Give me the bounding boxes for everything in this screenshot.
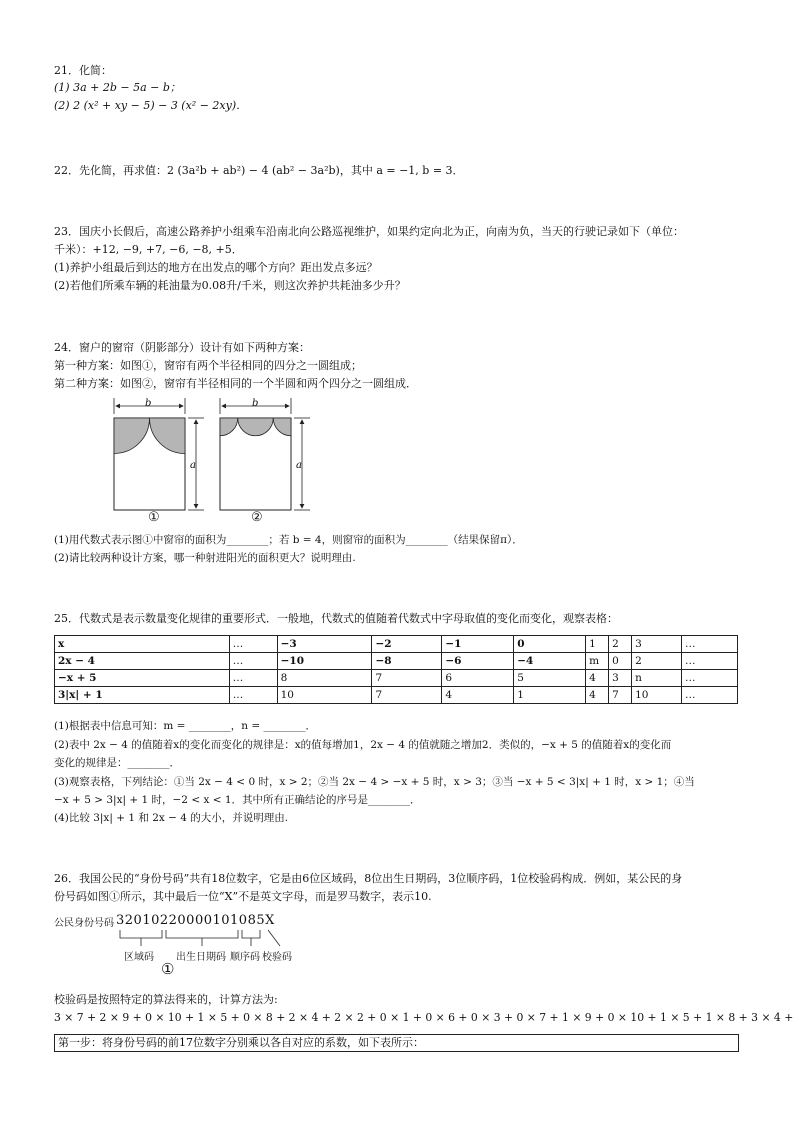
table-cell: 10 <box>277 687 372 704</box>
fig1-number: ① <box>148 510 160 525</box>
q26-formula: 3 × 7 + 2 × 9 + 0 × 10 + 1 × 5 + 0 × 8 + 2 × 4 + 2 × 2 + 0 × 1 + 0 × 6 + 0 × 3 + 0 × 7 + 1 × 9 + 0 × 10 + 1 × 5 + 1 × 8 + 3 × 4 + <box>54 1011 794 1024</box>
q24-question1: (1)用代数式表示图①中窗帘的面积为________；若 b = 4，则窗帘的面积为________（结果保留π）． <box>54 534 523 546</box>
table-cell: −x + 5 <box>55 670 230 687</box>
table-cell: −1 <box>442 636 514 653</box>
id-number: 32010220000101085X <box>116 913 275 928</box>
table-cell: −6 <box>442 653 514 670</box>
table-cell: −8 <box>372 653 442 670</box>
q23-line2: 千米）：+12, −9, +7, −6, −8, +5． <box>54 243 243 256</box>
q23-line3: (1)养护小组最后到达的地方在出发点的哪个方向？距出发点多远？ <box>54 261 378 274</box>
table-cell: 3|x| + 1 <box>55 687 230 704</box>
table-row <box>55 670 738 687</box>
q26-line1: 26．我国公民的“身份号码”共有18位数字，它是由6位区域码，8位出生日期码，3位顺序码，1位校验码构成．例如，某公民的身 <box>54 872 683 885</box>
table-cell: 2 <box>632 653 682 670</box>
table-cell: … <box>682 653 738 670</box>
fig1-b-label: b <box>145 398 152 409</box>
table-cell: 4 <box>442 687 514 704</box>
table-cell: … <box>682 670 738 687</box>
table-cell: 4 <box>586 670 609 687</box>
table-cell: … <box>682 636 738 653</box>
table-cell: 4 <box>586 687 609 704</box>
table-cell: −10 <box>277 653 372 670</box>
table-cell: … <box>682 687 738 704</box>
q24-line1: 24．窗户的窗帘（阴影部分）设计有如下两种方案： <box>54 341 310 354</box>
fig2-number: ② <box>251 510 263 525</box>
q26-step1-box: 第一步：将身份号码的前17位数字分别乘以各自对应的系数，如下表所示： <box>54 1034 739 1052</box>
fig2-b-label: b <box>252 398 259 409</box>
q25-question4: (4)比较 3|x| + 1 和 2x − 4 的大小，并说明理由. <box>54 812 289 824</box>
id-figure-number: ① <box>161 960 175 978</box>
table-cell: m <box>586 653 609 670</box>
q23-line1: 23．国庆小长假后，高速公路养护小组乘车沿南北向公路巡视维护，如果约定向北为正，向南为负，当天的行驶记录如下（单位： <box>54 225 684 238</box>
label-birth-date-code: 出生日期码 <box>176 952 226 963</box>
q25-intro: 25．代数式是表示数量变化规律的重要形式．一般地，代数式的值随着代数式中字母取值的变化而变化，观察表格： <box>54 612 618 625</box>
table-cell: x <box>55 636 230 653</box>
q21-title: 21．化简： <box>54 64 112 77</box>
table-cell: 10 <box>632 687 682 704</box>
table-cell: 7 <box>372 687 442 704</box>
q22-text: 22．先化简，再求值：2 (3a²b + ab²) − 4 (ab² − 3a²b)，其中 a = −1, b = 3． <box>54 164 464 177</box>
q25-question1: (1)根据表中信息可知：m = ________，n = ________． <box>54 720 317 732</box>
table-cell: … <box>229 636 277 653</box>
label-check-code: 校验码 <box>262 952 292 963</box>
table-cell: 7 <box>609 687 632 704</box>
table-cell: 3 <box>632 636 682 653</box>
fig2-a-label: a <box>296 460 302 471</box>
table-cell: … <box>229 687 277 704</box>
q23-line4: (2)若他们所乘车辆的耗油量为0.08升/千米，则这次养护共耗油多少升？ <box>54 279 406 292</box>
table-cell: 0 <box>514 636 586 653</box>
q25-question2a: (2)表中 2x − 4 的值随着x的变化而变化的规律是：x的值每增加1，2x − 4 的值就随之增加2．类似的，−x + 5 的值随着x的变化而 <box>54 739 672 751</box>
table-cell: 5 <box>514 670 586 687</box>
table-row <box>55 653 738 670</box>
q24-question2: (2)请比较两种设计方案，哪一种射进阳光的面积更大？说明理由. <box>54 552 356 564</box>
table-cell: −3 <box>277 636 372 653</box>
q25-question3b: −x + 5 > 3|x| + 1 时，−2 < x < 1．其中所有正确结论的序号是________． <box>54 794 421 806</box>
table-cell: −4 <box>514 653 586 670</box>
q25-value-table <box>54 635 738 704</box>
q24-line3: 第二种方案：如图②，窗帘有半径相同的一个半圆和两个四分之一圆组成． <box>54 377 417 390</box>
table-cell: … <box>229 653 277 670</box>
id-number-label: 公民身份号码 <box>54 918 114 929</box>
q25-question3a: (3)观察表格，下列结论：①当 2x − 4 < 0 时，x > 2；②当 2x − 4 > −x + 5 时，x > 3；③当 −x + 5 < 3|x| + 1 时，x > 1；④当 <box>54 776 695 788</box>
table-cell: 2x − 4 <box>55 653 230 670</box>
table-cell: −2 <box>372 636 442 653</box>
table-row <box>55 636 738 653</box>
label-order-code: 顺序码 <box>230 952 260 963</box>
label-region-code: 区域码 <box>124 952 154 963</box>
table-cell: n <box>632 670 682 687</box>
table-row <box>55 687 738 704</box>
window-figure-1 <box>104 396 214 526</box>
q21-part2: (2) 2 (x² + xy − 5) − 3 (x² − 2xy)． <box>54 99 248 112</box>
q26-line3: 校验码是按照特定的算法得来的，计算方法为: <box>54 993 278 1006</box>
q21-part1: (1) 3a + 2b − 5a − b； <box>54 81 181 94</box>
q26-line2: 份号码如图①所示，其中最后一位“X”不是英文字母，而是罗马数字，表示10. <box>54 890 432 903</box>
table-cell: … <box>229 670 277 687</box>
fig1-a-label: a <box>190 460 196 471</box>
window-figure-2 <box>210 396 320 526</box>
table-cell: 3 <box>609 670 632 687</box>
q25-question2b: 变化的规律是：________． <box>54 757 180 769</box>
table-cell: 6 <box>442 670 514 687</box>
q24-line2: 第一种方案：如图①，窗帘有两个半径相同的四分之一圆组成； <box>54 359 362 372</box>
table-cell: 1 <box>514 687 586 704</box>
table-cell: 2 <box>609 636 632 653</box>
table-cell: 0 <box>609 653 632 670</box>
table-cell: 1 <box>586 636 609 653</box>
table-cell: 7 <box>372 670 442 687</box>
table-cell: 8 <box>277 670 372 687</box>
